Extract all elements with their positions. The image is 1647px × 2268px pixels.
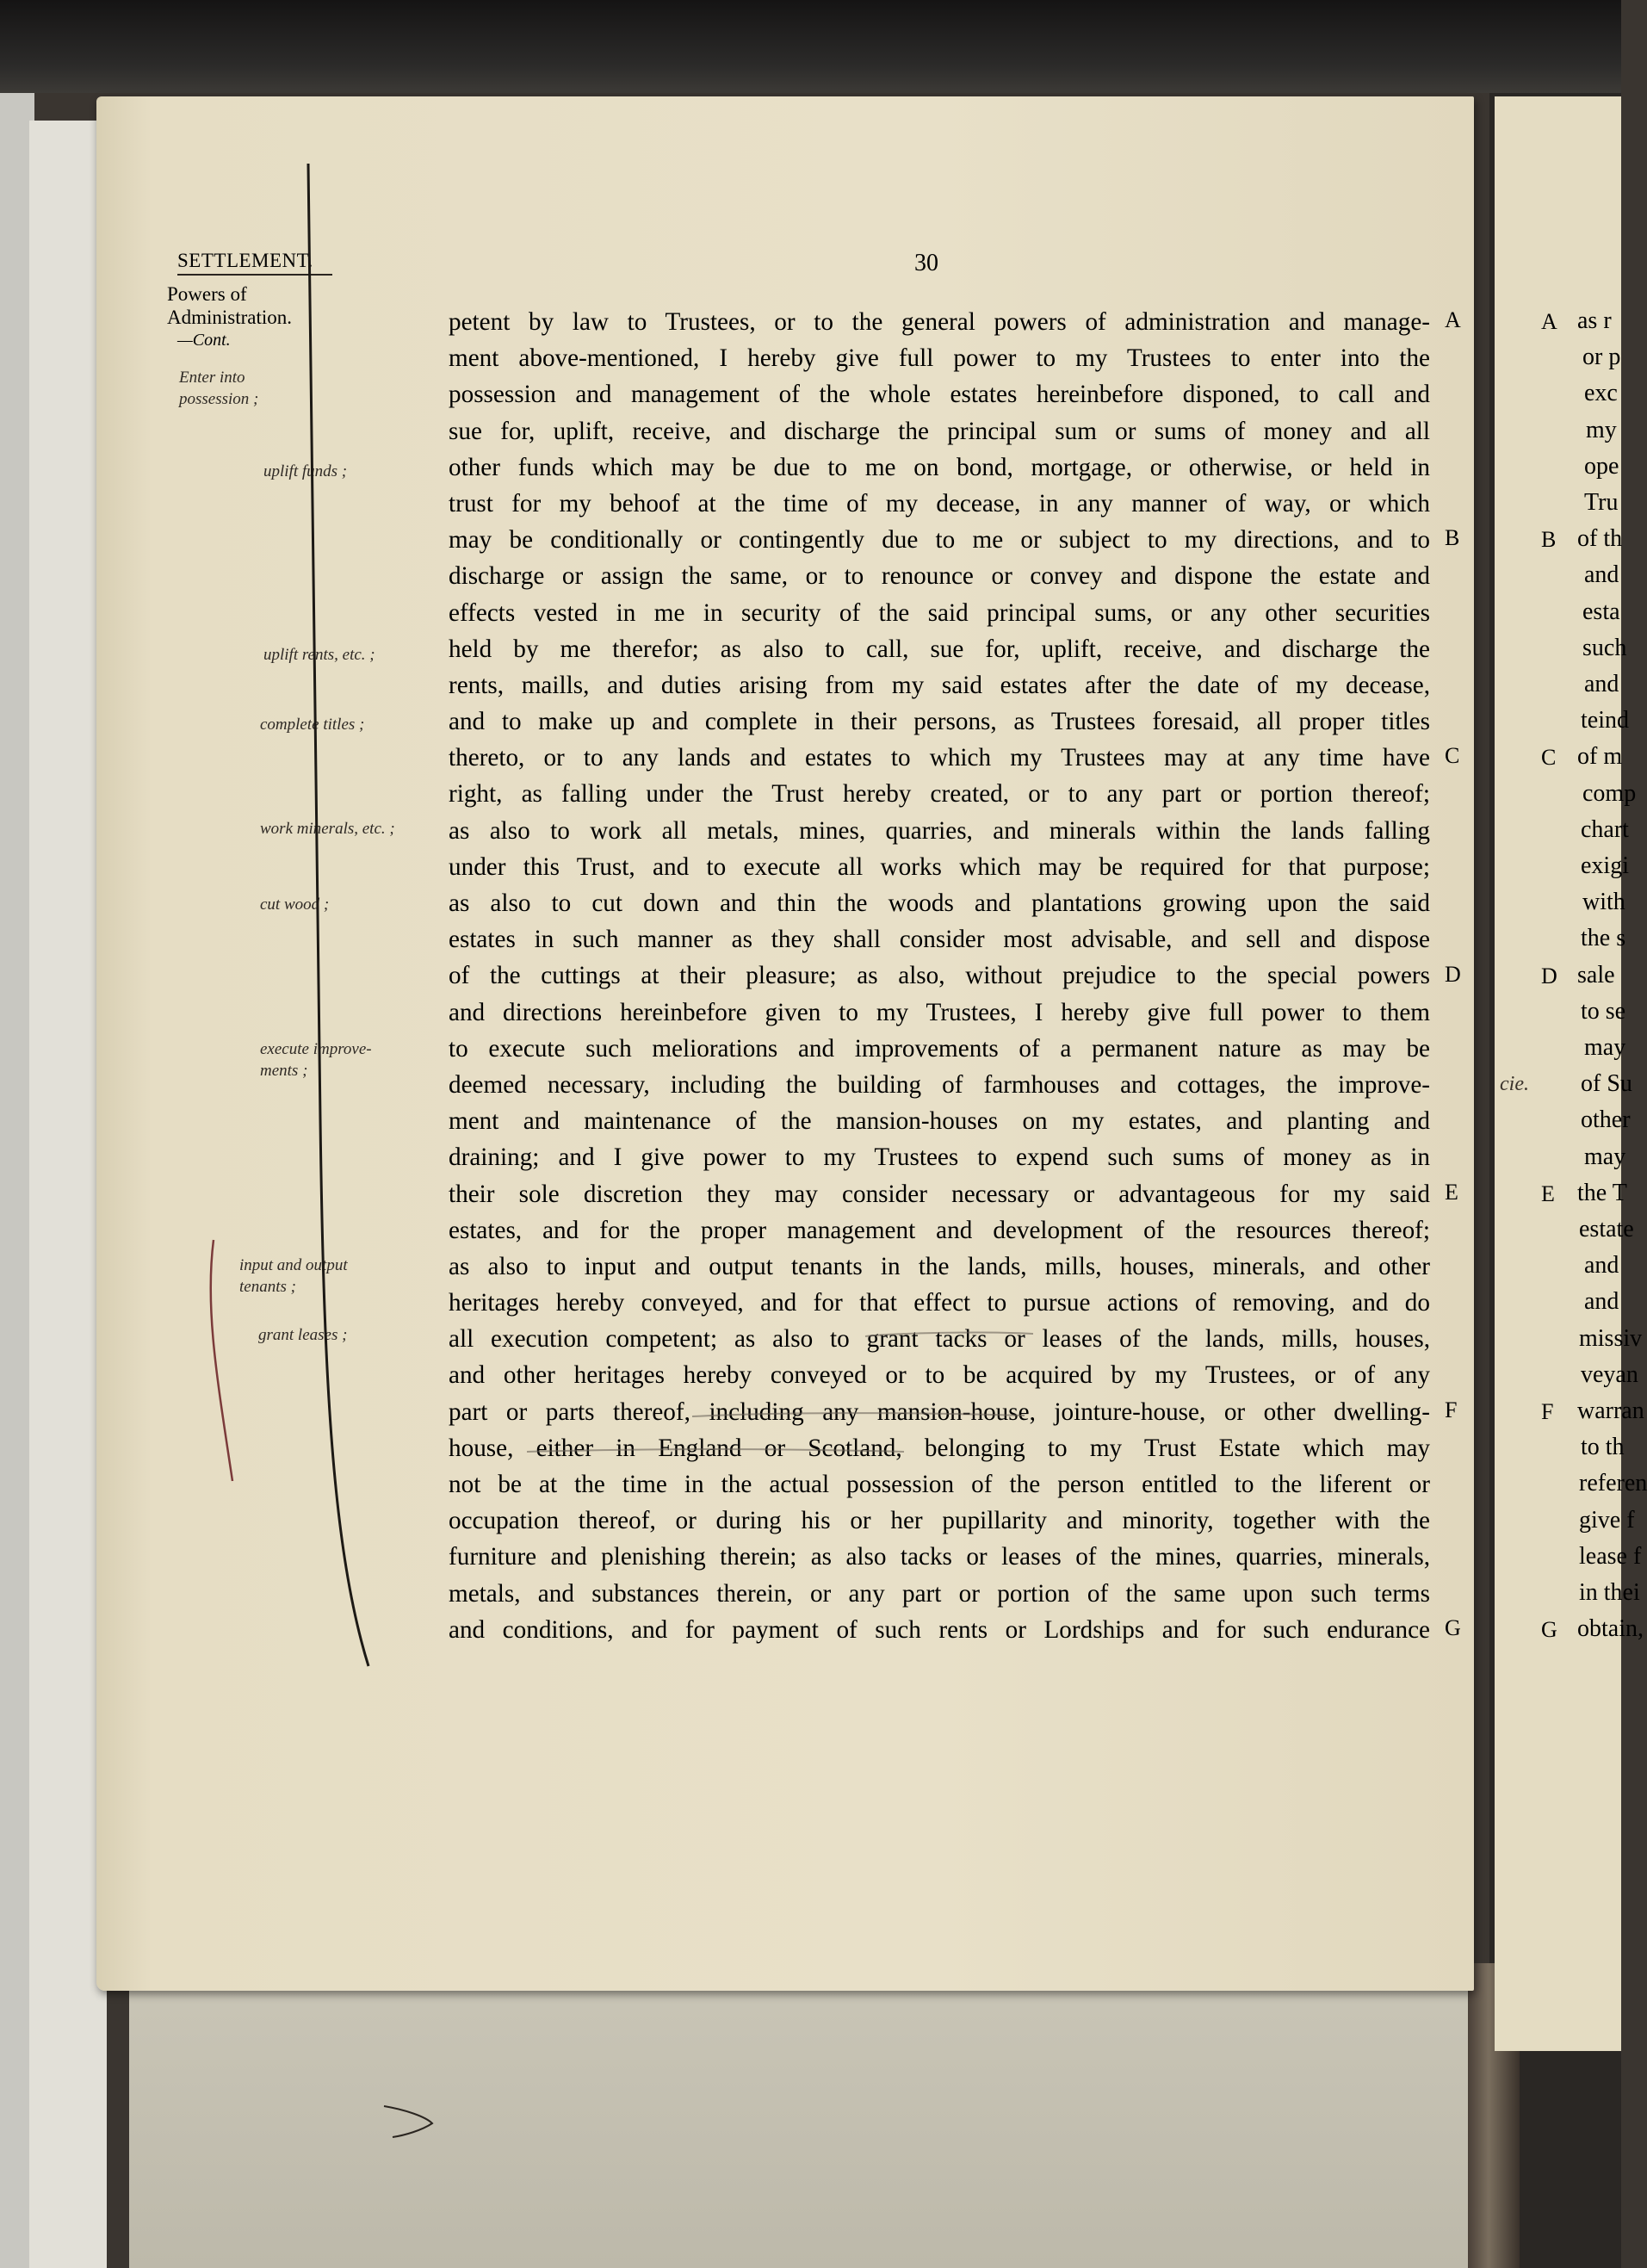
facing-line-fragment: exigi [1581, 852, 1629, 879]
pencil-underline [692, 1413, 1025, 1416]
margin-note-line: complete titles ; [260, 716, 365, 734]
facing-line-fragment: to se [1581, 997, 1626, 1025]
body-line: metals, and substances therein, or any part or portion of the same upon such terms [449, 1579, 1430, 1608]
body-line: to execute such meliorations and improvements of a permanent nature as may be [449, 1034, 1430, 1063]
body-line: all execution competent; as also to grant tacks or leases of the lands, mills, houses, [449, 1325, 1430, 1354]
body-line: heritages hereby conveyed, and for that effect to pursue actions of removing, and do [449, 1289, 1430, 1317]
facing-line-fragment: estate [1579, 1216, 1634, 1242]
facing-line-marker: E [1541, 1180, 1555, 1206]
pencil-underline [865, 1333, 1033, 1336]
side-heading-line2: Administration. [167, 307, 293, 328]
facing-line-fragment: missiv [1579, 1324, 1643, 1352]
body-line: furniture and plenishing therein; as also tacks or leases of the mines, quarries, minerals, [449, 1543, 1430, 1571]
facing-line-fragment: such [1582, 634, 1627, 661]
side-heading-line1: Powers of [167, 283, 247, 305]
line-marker: G [1445, 1615, 1461, 1641]
facing-line-fragment: with [1582, 889, 1625, 916]
margin-note-line: uplift rents, etc. ; [263, 646, 375, 664]
body-line: occupation thereof, or during his or her pupillarity and minority, together with the [449, 1507, 1430, 1535]
body-line: their sole discretion they may consider necessary or advantageous for my said [449, 1180, 1430, 1208]
body-line: estates in such manner as they shall consider most advisable, and sell and dispose [449, 926, 1430, 954]
line-marker: D [1445, 961, 1461, 987]
side-heading-continued: —Cont. [177, 331, 231, 350]
pencil-underline [527, 1449, 904, 1452]
facing-line-fragment: ope [1584, 452, 1619, 480]
body-line: deemed necessary, including the building of farmhouses and cottages, the improve- [449, 1070, 1430, 1099]
body-line: draining; and I give power to my Trustees to expend such sums of money as in [449, 1143, 1430, 1172]
facing-line-fragment: my [1586, 416, 1617, 443]
body-line: and other heritages hereby conveyed or to be acquired by my Trustees, or of any [449, 1361, 1430, 1390]
facing-line-fragment: of Su [1581, 1070, 1632, 1098]
body-line: right, as falling under the Trust hereby created, or to any part or portion thereof; [449, 780, 1430, 809]
facing-line-fragment: may [1584, 1143, 1626, 1170]
facing-line-fragment: esta [1582, 598, 1620, 625]
body-line: possession and management of the whole estates hereinbefore disponed, to call and [449, 381, 1430, 409]
facing-line-fragment: in thei [1579, 1579, 1640, 1606]
body-line: effects vested in me in security of the said principal sums, or any other securities [449, 598, 1430, 627]
body-line: other funds which may be due to me on bond, mortgage, or otherwise, or held in [449, 453, 1430, 481]
body-line: as also to input and output tenants in the lands, mills, houses, minerals, and other [449, 1252, 1430, 1280]
facing-line-fragment: and [1584, 1288, 1619, 1316]
facing-line-marker: D [1541, 963, 1557, 988]
facing-line-fragment: the T [1577, 1179, 1627, 1206]
body-line: ment and maintenance of the mansion-houses on my estates, and planting and [449, 1107, 1430, 1136]
body-line: part or parts thereof, including any mansion-house, jointure-house, or other dwelling- [449, 1397, 1430, 1426]
margin-note-line: input and output [239, 1256, 348, 1274]
body-line: sue for, uplift, receive, and discharge the principal sum or sums of money and all [449, 417, 1430, 445]
body-line: under this Trust, and to execute all works which may be required for that purpose; [449, 852, 1430, 881]
margin-note-line: Enter into [179, 369, 245, 387]
running-title: SETTLEMENT. [177, 250, 332, 276]
pencil-arrow-mark [384, 2106, 432, 2137]
facing-line-fragment: other [1581, 1106, 1631, 1134]
line-marker: B [1445, 525, 1460, 551]
facing-line-fragment: of m [1577, 743, 1623, 771]
line-marker: F [1445, 1397, 1458, 1422]
facing-line-fragment: chart [1581, 815, 1629, 843]
facing-line-fragment: Tru [1584, 489, 1619, 516]
facing-line-fragment: give f [1579, 1506, 1635, 1534]
line-marker: A [1445, 307, 1461, 332]
facing-line-fragment: veyan [1581, 1360, 1638, 1388]
facing-line-fragment: teind [1581, 707, 1629, 734]
facing-line-fragment: the s [1581, 925, 1626, 952]
body-line: as also to work all metals, mines, quarries, and minerals within the lands falling [449, 816, 1430, 845]
facing-line-fragment: obtain, [1577, 1615, 1644, 1643]
margin-note-line: grant leases ; [258, 1326, 348, 1344]
facing-line-marker: C [1541, 745, 1557, 771]
body-line: held by me therefor; as also to call, sue for, uplift, receive, and discharge the [449, 635, 1430, 663]
margin-note-line: cut wood ; [260, 895, 330, 914]
body-line: rents, maills, and duties arising from my said estates after the date of my decease, [449, 671, 1430, 699]
body-line: trust for my behoof at the time of my decease, in any manner of way, or which [449, 489, 1430, 517]
margin-note-line: ments ; [260, 1062, 308, 1080]
body-line: petent by law to Trustees, or to the general powers of administration and manage- [449, 308, 1430, 336]
body-line: thereto, or to any lands and estates to which my Trustees may at any time have [449, 744, 1430, 772]
facing-line-fragment: of th [1577, 525, 1623, 553]
body-line: ment above-mentioned, I hereby give full power to my Trustees to enter into the [449, 344, 1430, 373]
margin-note-line: execute improve- [260, 1040, 372, 1058]
facing-line-fragment: to th [1581, 1434, 1625, 1461]
facing-line-fragment: may [1584, 1034, 1626, 1061]
facing-line-marker: B [1541, 527, 1557, 553]
ink-vertical-line [308, 164, 368, 1666]
body-line: not be at the time in the actual possession of the person entitled to the liferent or [449, 1471, 1430, 1498]
body-line: and directions hereinbefore given to my Trustees, I hereby give full power to them [449, 998, 1430, 1026]
facing-line-fragment: sale [1577, 961, 1615, 988]
margin-note-line: possession ; [179, 390, 259, 408]
body-line: estates, and for the proper management and development of the resources thereof; [449, 1216, 1430, 1244]
body-line: may be conditionally or contingently due to me or subject to my directions, and to [449, 526, 1430, 555]
body-line: discharge or assign the same, or to renounce or convey and dispone the estate and [449, 562, 1430, 591]
facing-line-marker: A [1541, 309, 1557, 334]
margin-note-line: tenants ; [239, 1278, 296, 1296]
facing-line-fragment: or p [1582, 344, 1621, 371]
facing-line-fragment: comp [1582, 779, 1637, 807]
body-line: as also to cut down and thin the woods and plantations growing upon the said [449, 889, 1430, 917]
facing-line-fragment: exc [1584, 380, 1618, 407]
body-line: and conditions, and for payment of such rents or Lordships and for such endurance [449, 1615, 1430, 1644]
facing-line-fragment: and [1584, 561, 1619, 589]
line-marker: C [1445, 743, 1460, 769]
facing-line-fragment: as r [1577, 307, 1612, 334]
facing-line-fragment: lease f [1579, 1542, 1642, 1570]
facing-line-fragment: warran [1577, 1397, 1644, 1424]
margin-note-line: work minerals, etc. ; [260, 820, 395, 838]
margin-note-line: uplift funds ; [263, 462, 348, 480]
line-marker: E [1445, 1179, 1458, 1205]
body-line: of the cuttings at their pleasure; as also, without prejudice to the special powers [449, 962, 1430, 990]
facing-line-fragment: and [1584, 1252, 1619, 1280]
facing-line-fragment: referen [1579, 1470, 1647, 1497]
body-line: and to make up and complete in their persons, as Trustees foresaid, all proper titles [449, 708, 1430, 736]
facing-line-fragment: and [1584, 671, 1619, 697]
body-line: house, either in England or Scotland, belonging to my Trust Estate which may [449, 1434, 1430, 1462]
facing-line-marker: F [1541, 1399, 1554, 1424]
red-pencil-mark [211, 1240, 232, 1481]
page-number: 30 [914, 250, 938, 276]
facing-line-marker: G [1541, 1617, 1557, 1643]
facing-handwritten-annotation: cie. [1500, 1073, 1529, 1095]
